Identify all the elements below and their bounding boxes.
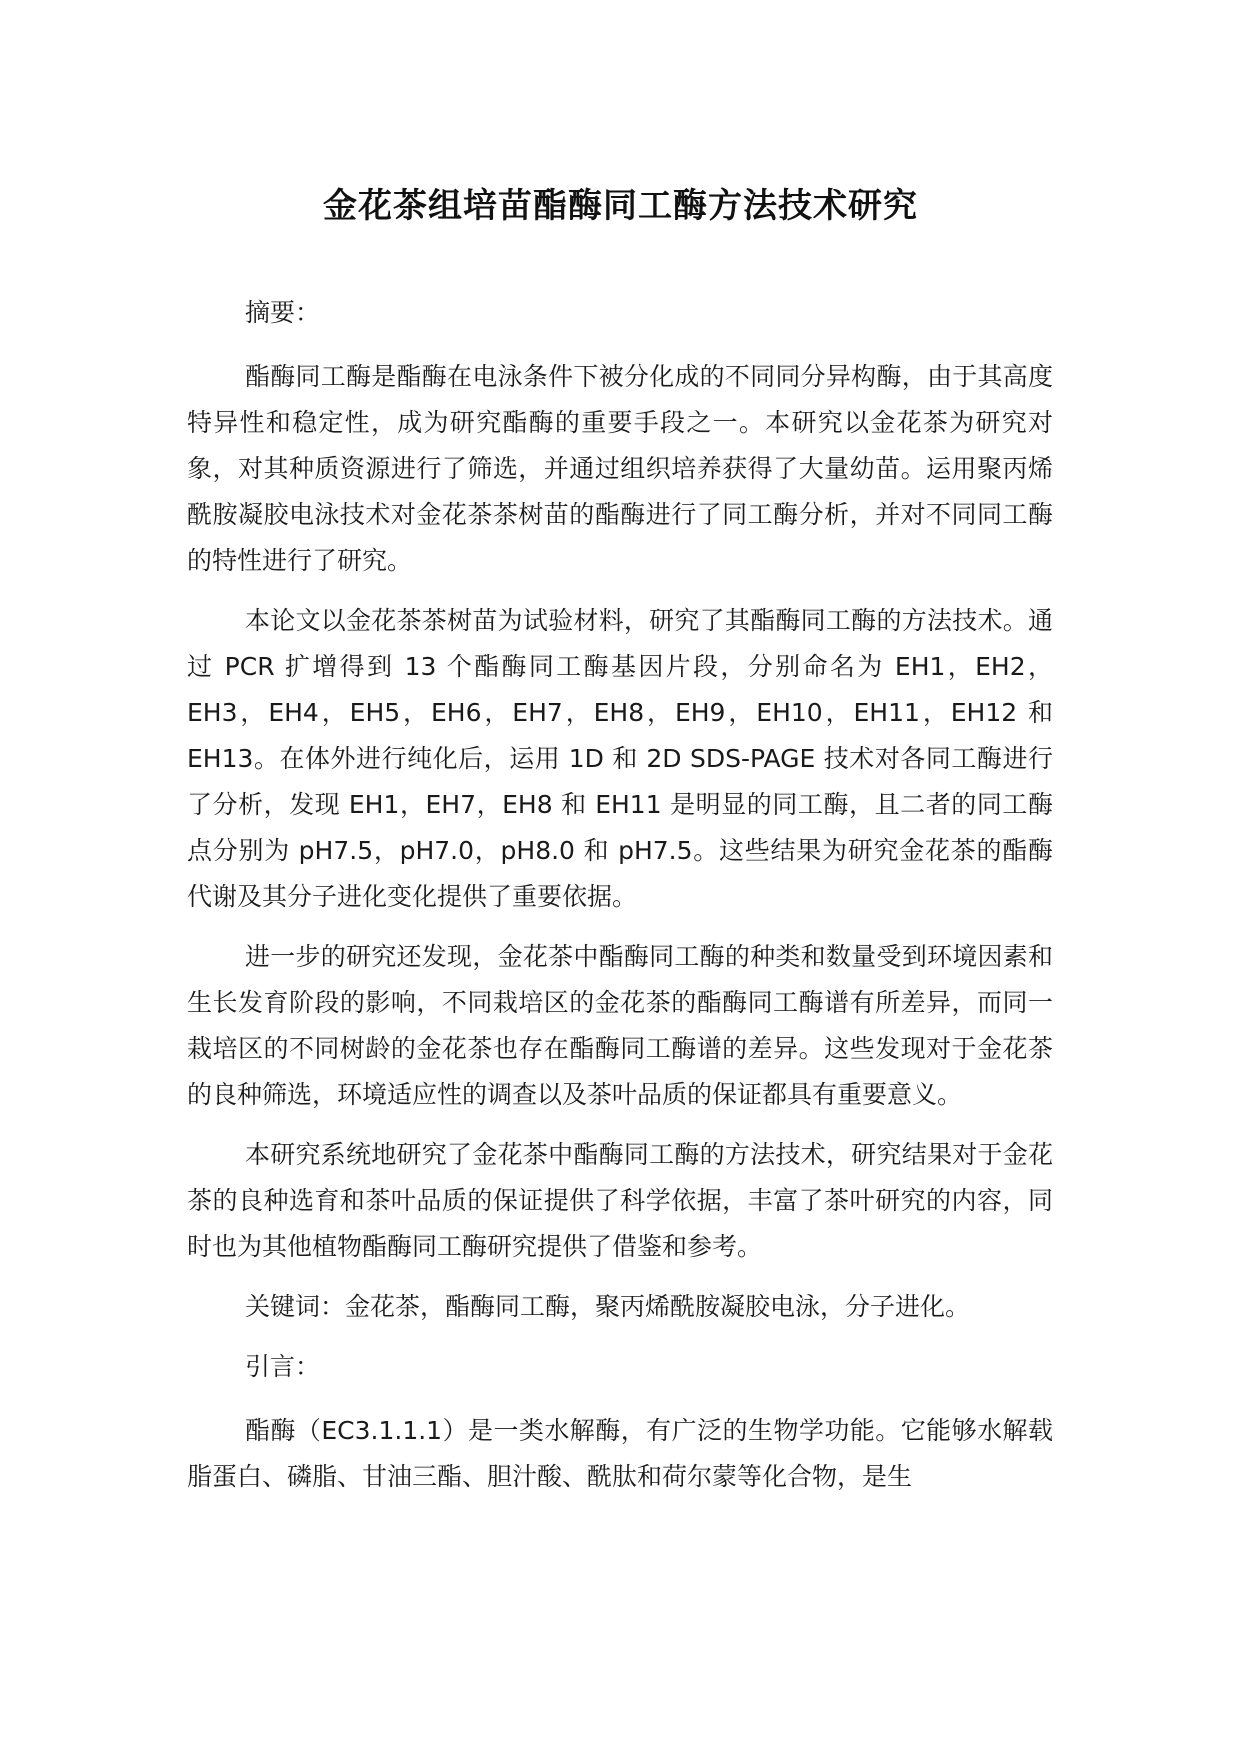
document-body	[187, 290, 1053, 1514]
abstract-heading: 摘要：	[245, 298, 321, 327]
abstract-paragraph: 本研究系统地研究了金花茶中酯酶同工酶的方法技术，研究结果对于金花茶的良种选育和茶叶品质的保证提供了科学依据，丰富了茶叶研究的内容，同时也为其他植物酯酶同工酶研究提供了借鉴和参考。	[187, 1140, 1053, 1261]
keywords-line: 关键词：金花茶，酯酶同工酶，聚丙烯酰胺凝胶电泳，分子进化。	[245, 1292, 971, 1321]
abstract-paragraph: 本论文以金花茶茶树苗为试验材料，研究了其酯酶同工酶的方法技术。通过 PCR 扩增得到 13 个酯酶同工酶基因片段，分别命名为 EH1，EH2，EH3，EH4，EH5，EH6，EH7，EH8，EH9，EH10，EH11，EH12 和 EH13。在体外进行纯化后，运用 1D 和 2D SDS-PAGE 技术对各同工酶进行了分析，发现 EH1，EH7，EH8 和 EH11 是明显的同工酶，且二者的同工酶点分别为 pH7.5，pH7.0，pH8.0 和 pH7.5。这些结果为研究金花茶的酯酶代谢及其分子进化变化提供了重要依据。	[187, 606, 1053, 911]
intro-heading: 引言：	[245, 1352, 321, 1381]
intro-paragraph: 酯酶（EC3.1.1.1）是一类水解酶，有广泛的生物学功能。它能够水解载脂蛋白、磷脂、甘油三酯、胆汁酸、酰肽和荷尔蒙等化合物，是生	[187, 1416, 1053, 1491]
abstract-paragraph: 进一步的研究还发现，金花茶中酯酶同工酶的种类和数量受到环境因素和生长发育阶段的影响，不同栽培区的金花茶的酯酶同工酶谱有所差异，而同一栽培区的不同树龄的金花茶也存在酯酶同工酶谱的差异。这些发现对于金花茶的良种筛选，环境适应性的调查以及茶叶品质的保证都具有重要意义。	[187, 942, 1053, 1109]
document-title: 金花茶组培苗酯酶同工酶方法技术研究	[323, 186, 918, 226]
abstract-paragraph: 酯酶同工酶是酯酶在电泳条件下被分化成的不同同分异构酶，由于其高度特异性和稳定性，成为研究酯酶的重要手段之一。本研究以金花茶为研究对象，对其种质资源进行了筛选，并通过组织培养获得了大量幼苗。运用聚丙烯酰胺凝胶电泳技术对金花茶茶树苗的酯酶进行了同工酶分析，并对不同同工酶的特性进行了研究。	[187, 362, 1053, 575]
